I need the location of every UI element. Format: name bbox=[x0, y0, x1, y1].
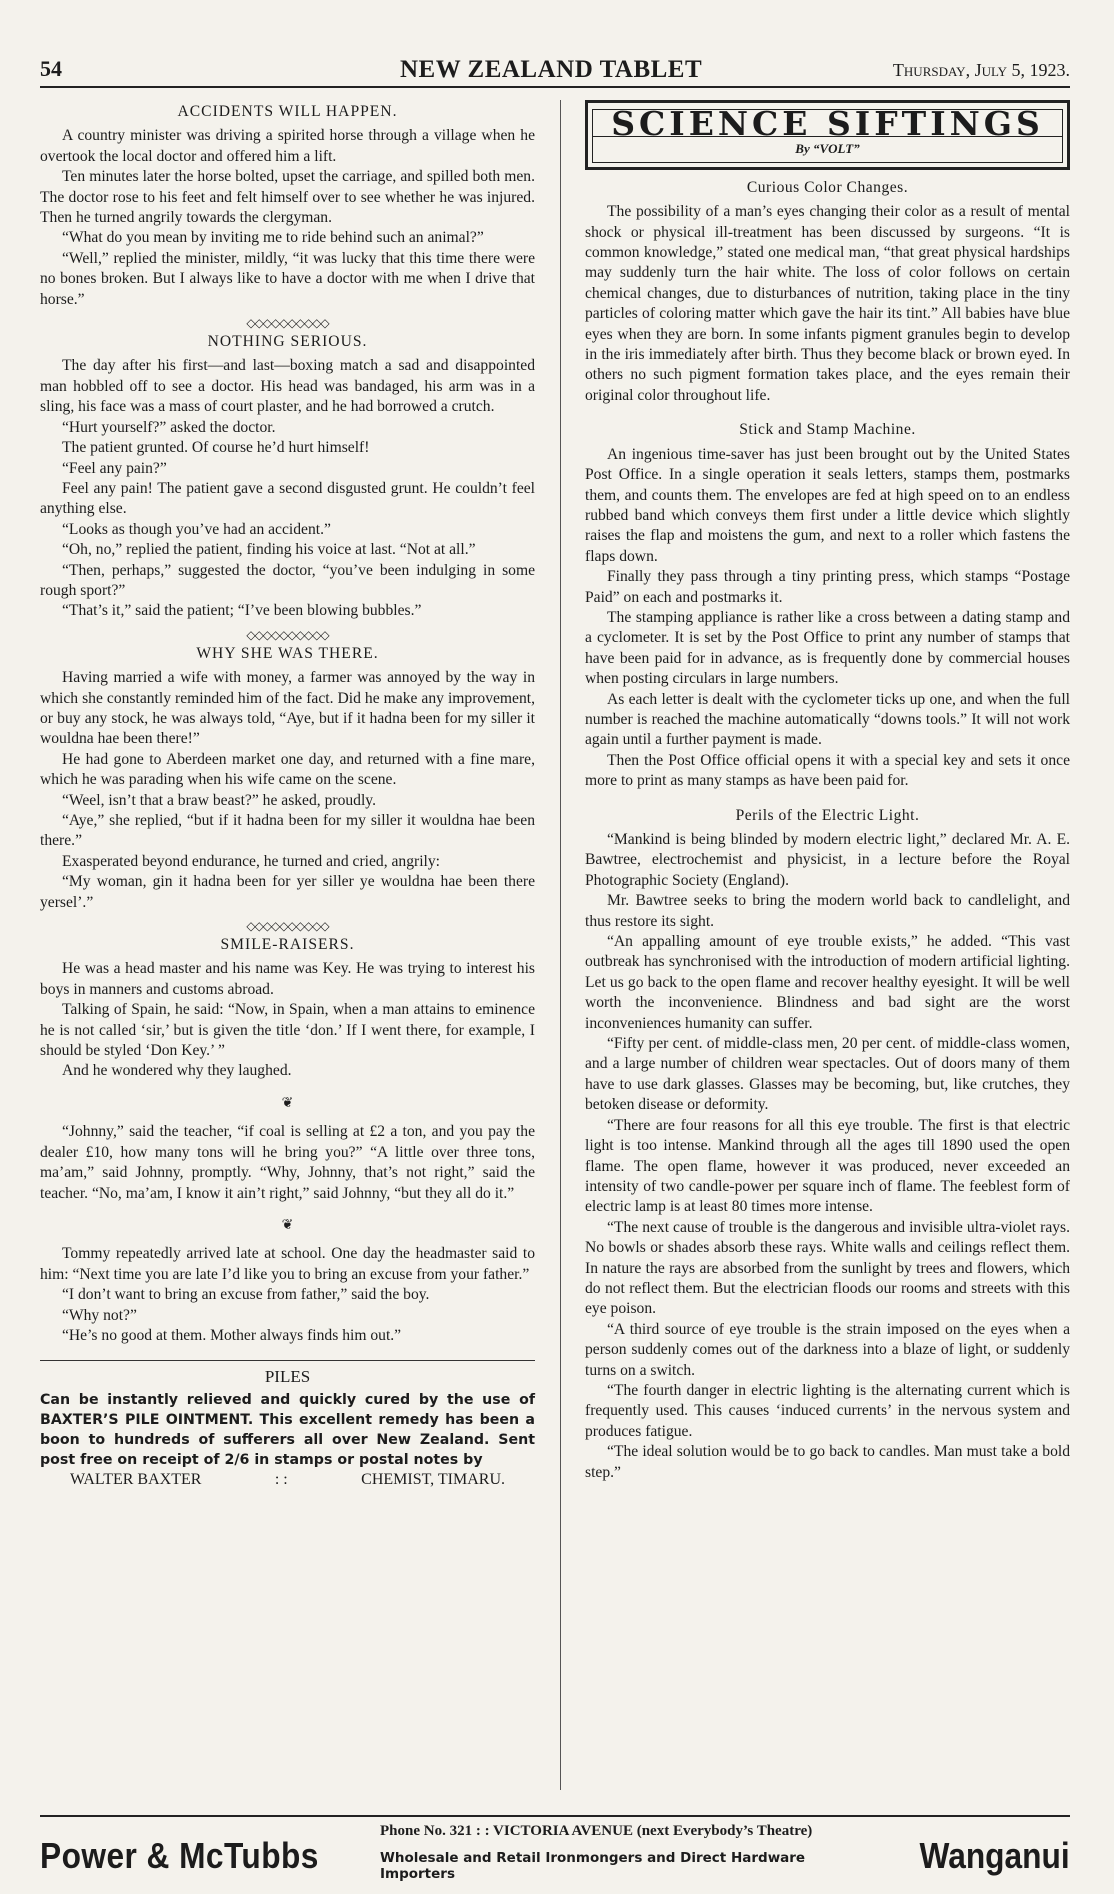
fleuron-icon: ❦ bbox=[281, 1217, 294, 1233]
ad-heading: PILES bbox=[264, 1367, 311, 1387]
ornament-divider: ◇◇◇◇◇◇◇◇◇◇ bbox=[246, 316, 329, 331]
paragraph: The patient grunted. Of course he’d hurt himself! bbox=[62, 439, 370, 457]
paragraph: The day after his first—and last—boxing match a sad and disappointed man hobbled off to see a doctor. His head was bandaged, his arm was in a sling, his face was a mass of court plaster, and he had borrowed a crutch. bbox=[40, 357, 535, 416]
paragraph: “The ideal solution would be to go back to candles. Man must take a bold step.” bbox=[585, 1443, 1070, 1481]
banner-byline: By “VOLT” bbox=[593, 136, 1062, 161]
ad-trade-line: Wholesale and Retail Ironmongers and Direct Hardware Importers bbox=[380, 1850, 806, 1882]
fleuron-icon: ❦ bbox=[281, 1095, 294, 1111]
paragraph: As each letter is dealt with the cyclometer ticks up one, and when the full number is reached the machine automatically “downs tools.” It will not work again until a further payment is made. bbox=[585, 690, 1070, 749]
ad-address-sep: : : bbox=[274, 1470, 288, 1488]
paragraph: “I don’t want to bring an excuse from father,” said the boy. bbox=[62, 1286, 430, 1304]
paragraph: Talking of Spain, he said: “Now, in Spain, when a man attains to eminence he is not called ‘sir,’ but is given the title ‘don.’ If I went there, for example, I should be styled ‘Don Key.’ ” bbox=[40, 1001, 535, 1060]
paragraph: “He’s no good at them. Mother always finds him out.” bbox=[62, 1326, 402, 1344]
paragraph: “Why not?” bbox=[62, 1306, 137, 1324]
paragraph: “Hurt yourself?” asked the doctor. bbox=[62, 418, 276, 436]
paragraph: Feel any pain! The patient gave a second disgusted grunt. He couldn’t feel anything else. bbox=[40, 479, 535, 518]
masthead bbox=[40, 56, 1070, 88]
paragraph: “Johnny,” said the teacher, “if coal is selling at £2 a ton, and you pay the dealer £10, how many tons will he bring you?” “A little over three tons, ma’am,” said Johnny, promptly. “Why, Johnny, that’s not right,” said the teacher. “No, ma’am, I know it ain’t right,” said Johnny, “but they all do it.” bbox=[40, 1123, 535, 1202]
ornament-divider: ◇◇◇◇◇◇◇◇◇◇ bbox=[246, 627, 329, 642]
article-heading: WHY SHE WAS THERE. bbox=[196, 644, 379, 662]
paragraph: “Weel, isn’t that a braw beast?” he asked, proudly. bbox=[62, 791, 376, 809]
issue-date: Thursday, July 5, 1923. bbox=[892, 60, 1070, 80]
paragraph: Exasperated beyond endurance, he turned and cried, angrily: bbox=[62, 852, 440, 870]
article-heading: NOTHING SERIOUS. bbox=[207, 333, 368, 351]
paragraph: “An appalling amount of eye trouble exists,” he added. “This vast outbreak has synchronised with the introduction of modern artificial lighting. Let us go back to the open flame and recover healthy eyesight. It will be well worth the inconvenience. Blindness and bad sight are the worst inconveniences humanity can suffer. bbox=[585, 933, 1070, 1032]
ad-details bbox=[380, 1823, 840, 1882]
paragraph: He was a head master and his name was Key. He was trying to interest his boys in manners and customs abroad. bbox=[40, 960, 535, 998]
article-heading: Curious Color Changes. bbox=[746, 178, 909, 196]
ad-address-name: WALTER BAXTER bbox=[70, 1470, 202, 1488]
paragraph: “That’s it,” said the patient; “I’ve been blowing bubbles.” bbox=[62, 602, 422, 620]
ornament-divider: ◇◇◇◇◇◇◇◇◇◇ bbox=[246, 919, 329, 934]
paragraph: Mr. Bawtree seeks to bring the modern world back to candlelight, and thus restore its sight. bbox=[585, 892, 1070, 930]
ad-town: Wanganui bbox=[919, 1835, 1070, 1876]
article-heading: Stick and Stamp Machine. bbox=[739, 421, 916, 439]
left-column bbox=[40, 100, 535, 1490]
paragraph: And he wondered why they laughed. bbox=[62, 1062, 292, 1080]
ad-address-place: CHEMIST, TIMARU. bbox=[361, 1470, 505, 1488]
paragraph: “What do you mean by inviting me to ride behind such an animal?” bbox=[62, 229, 484, 247]
ad-firm-name: Power & McTubbs bbox=[40, 1835, 319, 1876]
paragraph: “Feel any pain?” bbox=[62, 459, 167, 477]
column-divider bbox=[560, 100, 561, 1790]
paragraph: “Then, perhaps,” suggested the doctor, “you’ve been indulging in some rough sport?” bbox=[40, 561, 535, 599]
paragraph: Finally they pass through a tiny printing press, which stamps “Postage Paid” on each and postmarks it. bbox=[585, 568, 1070, 606]
page-number: 54 bbox=[40, 56, 62, 81]
paragraph: Having married a wife with money, a farmer was annoyed by the way in which she constantly reminded him of the fact. Did he make any improvement, or buy any stock, he was always told, “Aye, but if it hadna been for my siller it wouldna hae been there!” bbox=[40, 669, 535, 748]
hardware-advertisement bbox=[40, 1815, 1070, 1881]
paragraph: He had gone to Aberdeen market one day, and returned with a fine mare, which he was parading when his wife came on the scene. bbox=[40, 750, 535, 789]
paragraph: “Oh, no,” replied the patient, finding his voice at last. “Not at all.” bbox=[62, 541, 476, 559]
article-heading: SMILE-RAISERS. bbox=[220, 936, 355, 954]
ad-phone-address: Phone No. 321 : : VICTORIA AVENUE (next Everybody’s Theatre) bbox=[380, 1823, 813, 1839]
paragraph: “The next cause of trouble is the dangerous and invisible ultra-violet rays. No bowls or shades absorb these rays. White walls and ceilings reflect them. In nature the rays are absorbed from the sunlight by trees and flowers, which do not reflect them. But the electrician floods our rooms and streets with this eye poison. bbox=[585, 1218, 1070, 1318]
ad-address bbox=[40, 1470, 535, 1490]
article-heading: ACCIDENTS WILL HAPPEN. bbox=[177, 103, 398, 120]
paragraph: “The fourth danger in electric lighting is the alternating current which is frequently used. This causes ‘induced currents’ in the nervous system and produces fatigue. bbox=[585, 1381, 1070, 1440]
paragraph: “Fifty per cent. of middle-class men, 20 per cent. of middle-class women, and a large number of children wear spectacles. Out of doors many of them have to use dark glasses. Glasses may be becoming, but, like crutches, they betoken disease or deformity. bbox=[585, 1035, 1070, 1114]
paragraph: “Mankind is being blinded by modern electric light,” declared Mr. A. E. Bawtree, electrochemist and physicist, in a lecture before the Royal Photographic Society (England). bbox=[585, 831, 1070, 889]
paragraph: “Well,” replied the minister, mildly, “it was lucky that this time there were no bones broken. But I always like to have a doctor with me when I drive that horse.” bbox=[40, 249, 535, 308]
article-heading: Perils of the Electric Light. bbox=[735, 806, 920, 824]
paragraph: Tommy repeatedly arrived late at school. One day the headmaster said to him: “Next time you are late I’d like you to bring an excuse from your father.” bbox=[40, 1245, 535, 1283]
paragraph: Ten minutes later the horse bolted, upset the carriage, and spilled both men. The doctor rose to his feet and felt himself over to see whether he was injured. Then he turned angrily towards the clergyman. bbox=[40, 168, 535, 227]
paragraph: “There are four reasons for all this eye trouble. The first is that electric light is too intense. Mankind through all the ages till 1890 used the open flame. The open flame, however it was produced, never exceeded an intensity of two candle-power per square inch of flame. The feeblest form of electric lamp is at least 80 times more intense. bbox=[585, 1116, 1070, 1216]
paragraph: The possibility of a man’s eyes changing their color as a result of mental shock or physical ill-treatment has been discussed by surgeons. “It is common knowledge,” stated one medical man, “that great physical hardships may suddenly turn the hair white. The loss of color follows on certain chemical changes, due to disturbances of nutrition, taking place in the tiny particles of coloring matter which gave the hair its tint.” All babies have blue eyes when they are born. In some infants pigment granules begin to develop in the iris immediately after birth. Thus they become black or brown eyed. In others no such pigment formation takes place, and the eyes remain their original color throughout life. bbox=[585, 203, 1070, 404]
paragraph: “Looks as though you’ve had an accident.” bbox=[62, 520, 331, 538]
right-column bbox=[585, 100, 1070, 1483]
piles-advertisement bbox=[40, 1360, 535, 1489]
paragraph: The stamping appliance is rather like a cross between a dating stamp and a cyclometer. It is set by the Post Office to print any number of stamps that have been paid for in advance, as is frequently done by commercial houses when posting circulars in large numbers. bbox=[585, 608, 1070, 688]
banner-title: SCIENCE SIFTINGS bbox=[611, 104, 1044, 143]
science-siftings-banner bbox=[585, 100, 1070, 170]
ad-body: Can be instantly relieved and quickly cured by the use of BAXTER’S PILE OINTMENT. This excellent remedy has been a boon to hundreds of sufferers all over New Zealand. Sent post free on receipt of 2/6 in stamps or postal notes by bbox=[40, 1391, 535, 1468]
paragraph: “A third source of eye trouble is the strain imposed on the eyes when a person suddenly comes out of the darkness into a blaze of light, or suddenly turns on a switch. bbox=[585, 1320, 1070, 1379]
newspaper-title: NEW ZEALAND TABLET bbox=[400, 56, 703, 83]
paragraph: “Aye,” she replied, “but if it hadna been for my siller it wouldna hae been there.” bbox=[40, 812, 535, 850]
paragraph: Then the Post Office official opens it with a special key and sets it once more to print as many stamps as have been paid for. bbox=[585, 751, 1070, 790]
paragraph: A country minister was driving a spirited horse through a village when he overtook the local doctor and offered him a lift. bbox=[40, 127, 535, 165]
paragraph: “My woman, gin it hadna been for yer siller ye wouldna hae been there yersel’.” bbox=[40, 873, 535, 911]
paragraph: An ingenious time-saver has just been brought out by the United States Post Office. In a single operation it seals letters, stamps them, postmarks them, and counts them. The envelopes are fed at high speed on to an endless rubbed band which conveys them first under a little device which slightly raises the flap and moistens the gum, and next to a roller which fastens the flaps down. bbox=[585, 445, 1070, 565]
